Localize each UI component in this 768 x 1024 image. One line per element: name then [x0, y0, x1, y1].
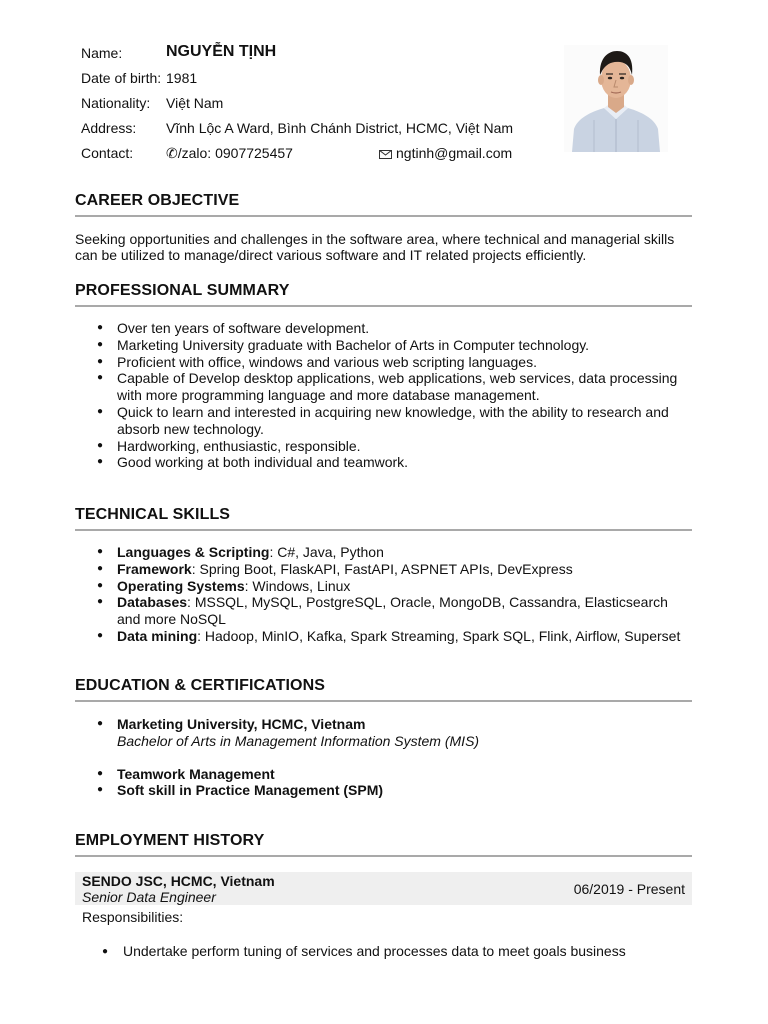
education-title: EDUCATION & CERTIFICATIONS	[75, 676, 692, 702]
skill-label: Operating Systems	[117, 577, 245, 594]
address-value: Vĩnh Lộc A Ward, Bình Chánh District, HCMC, Việt Nam	[166, 120, 514, 136]
dob-value: 1981	[166, 70, 198, 86]
name-row	[81, 43, 551, 68]
responsibilities-list	[82, 943, 692, 960]
dob-label: Date of birth:	[81, 70, 162, 86]
technical-skills-title: TECHNICAL SKILLS	[75, 505, 692, 531]
technical-skills-list	[75, 544, 692, 645]
responsibilities-label: Responsibilities:	[82, 909, 184, 925]
skill-item-languages	[75, 544, 692, 561]
skill-label: Framework	[117, 560, 192, 577]
list-item: ● Hardworking, enthusiastic, responsible.	[75, 438, 692, 455]
cert-name: Teamwork Management	[117, 765, 275, 782]
skill-label: Languages & Scripting	[117, 544, 270, 560]
education-list	[75, 716, 692, 799]
cert-name: Soft skill in Practice Management (SPM)	[117, 782, 384, 799]
degree-name: Bachelor of Arts in Management Information System (MIS)	[117, 732, 480, 749]
job-role: Senior Data Engineer	[82, 889, 216, 905]
list-item: ● Capable of Develop desktop applications, web applications, web services, data processing with more programming language and more database management.	[75, 370, 692, 404]
skill-item-os	[75, 578, 692, 595]
list-item: ● Good working at both individual and teamwork.	[75, 454, 692, 471]
list-item: ● Over ten years of software development.	[75, 320, 692, 337]
professional-summary-list	[75, 320, 692, 471]
skill-label: Data mining	[117, 627, 198, 644]
skill-value: : C#, Java, Python	[269, 544, 384, 560]
certification-item	[75, 782, 692, 799]
skill-label: Databases	[117, 594, 188, 611]
certification-item	[75, 766, 692, 783]
name-value: NGUYỄN TỊNH	[166, 43, 277, 60]
spacer	[75, 750, 692, 766]
job-header	[75, 872, 692, 905]
list-item: ● Marketing University graduate with Bachelor of Arts in Computer technology.	[75, 337, 692, 354]
skill-value: : Windows, Linux	[244, 577, 351, 594]
personal-info	[81, 43, 551, 168]
nationality-value: Việt Nam	[166, 95, 224, 111]
email-value[interactable]: ngtinh@gmail.com	[396, 145, 513, 161]
skill-item-databases	[75, 594, 692, 628]
list-item: ● Quick to learn and interested in acquiring new knowledge, with the ability to research and absorb new technology.	[75, 404, 692, 438]
professional-summary-title: PROFESSIONAL SUMMARY	[75, 281, 692, 307]
career-objective-title: CAREER OBJECTIVE	[75, 191, 692, 217]
nationality-label: Nationality:	[81, 95, 151, 111]
address-label: Address:	[81, 120, 137, 136]
employment-title: EMPLOYMENT HISTORY	[75, 831, 692, 857]
job-dates: 06/2019 - Present	[573, 881, 685, 897]
list-item: ● Undertake perform tuning of services and processes data to meet goals business	[82, 943, 692, 960]
mail-icon	[379, 150, 392, 159]
skill-value: : Spring Boot, FlaskAPI, FastAPI, ASPNET APIs, DevExpress	[191, 560, 573, 577]
school-name: Marketing University, HCMC, Vietnam	[117, 716, 366, 732]
list-item: ● Proficient with office, windows and various web scripting languages.	[75, 354, 692, 371]
skill-value: : MSSQL, MySQL, PostgreSQL, Oracle, MongoDB, Cassandra, Elasticsearch and more NoSQL	[117, 594, 668, 628]
avatar-photo	[564, 45, 668, 152]
skill-item-framework	[75, 561, 692, 578]
contact-label: Contact:	[81, 145, 134, 161]
address-row	[81, 118, 551, 143]
skill-value: : Hadoop, MinIO, Kafka, Spark Streaming, Spark SQL, Flink, Airflow, Superset	[197, 627, 681, 644]
job-company: SENDO JSC, HCMC, Vietnam	[82, 873, 275, 889]
phone-value: ✆/zalo: 0907725457	[166, 145, 293, 161]
email-wrap[interactable]	[379, 143, 512, 163]
skill-item-data-mining	[75, 628, 692, 645]
dob-row	[81, 68, 551, 93]
name-label: Name:	[81, 45, 123, 61]
career-objective-text: Seeking opportunities and challenges in the software area, where technical and managerial skills can be utilized to manage/direct various software and IT related projects efficiently.	[75, 231, 675, 263]
education-item	[75, 716, 692, 750]
contact-row	[81, 143, 551, 168]
nationality-row	[81, 93, 551, 118]
